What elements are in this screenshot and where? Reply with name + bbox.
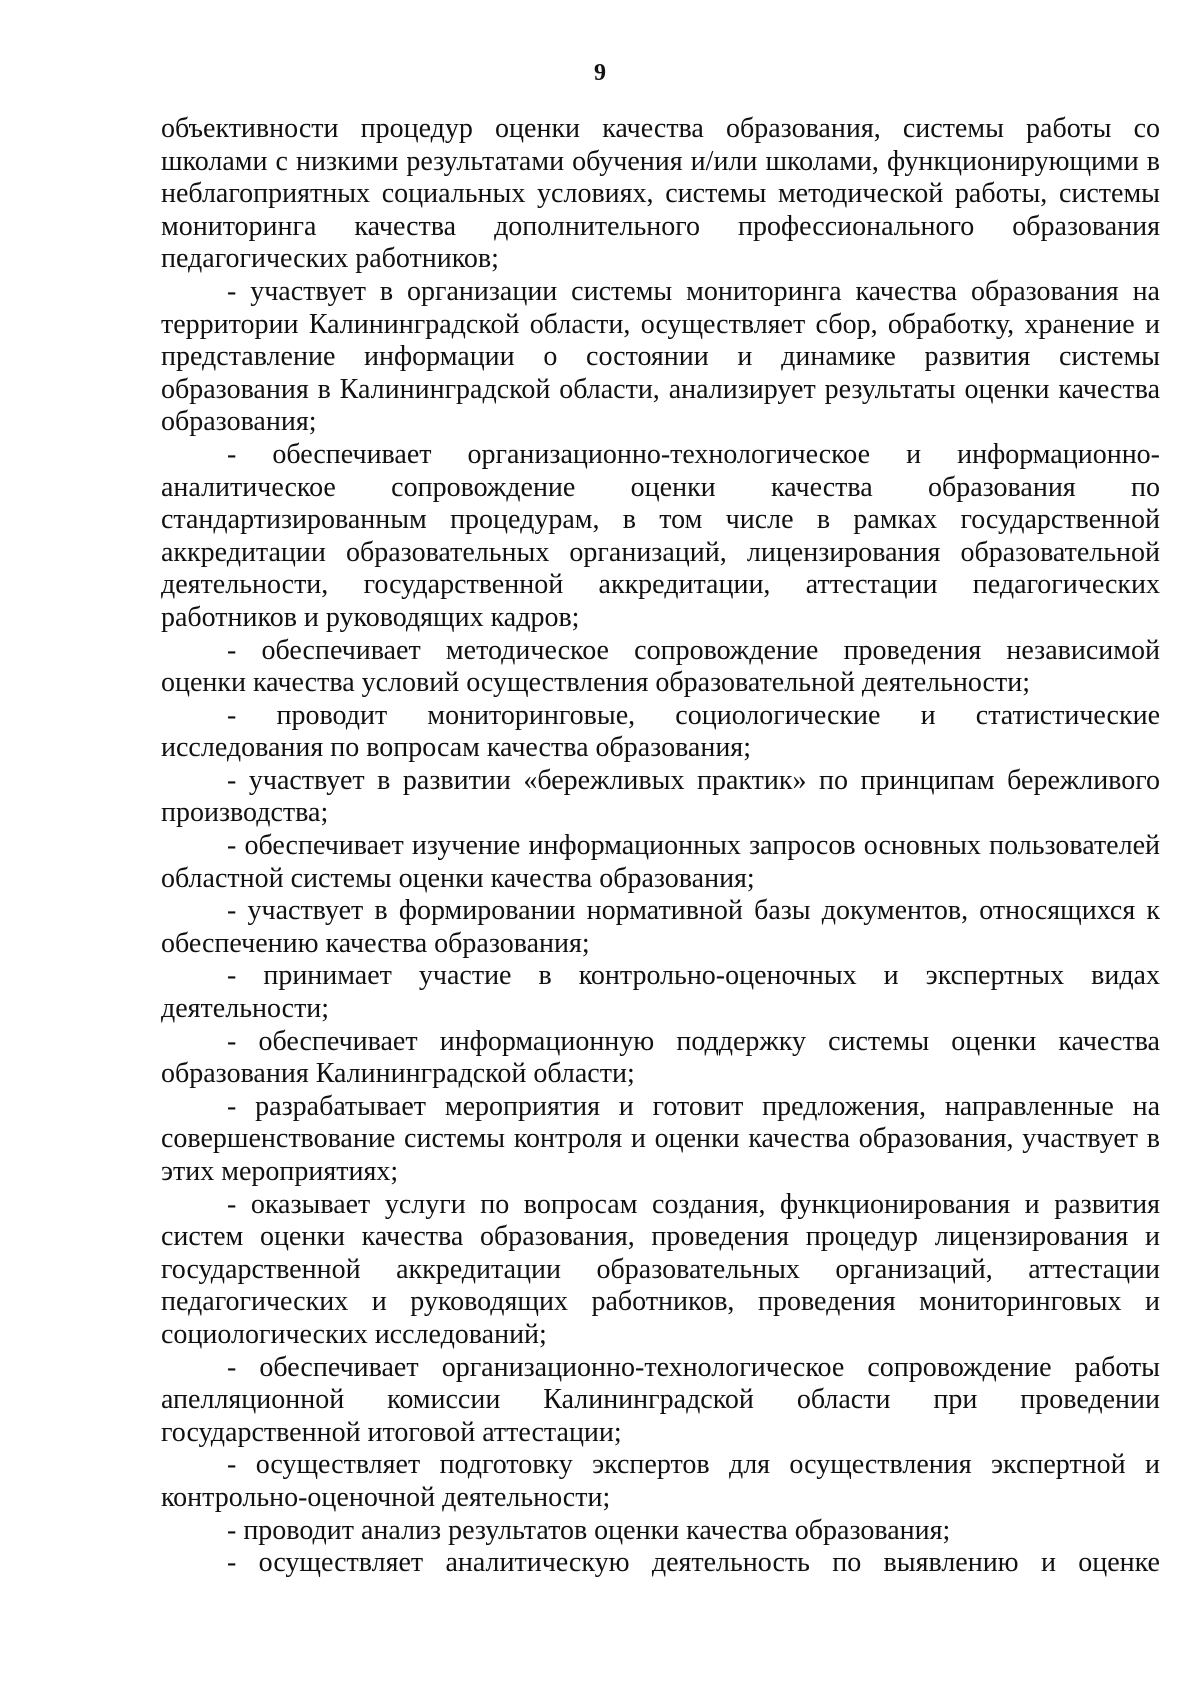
list-item: - осуществляет подготовку экспертов для осуществления экспертной и контрольно-оценочной деятельности;	[161, 1449, 1160, 1513]
list-item: - оказывает услуги по вопросам создания, функционирования и развития систем оценки качества образования, проведения процедур лицензирования и государственной аккредитации образовательных организаций, аттестации педагогических и руководящих работников, проведения мониторинговых и социологических исследований;	[161, 1188, 1160, 1350]
list-item: - обеспечивает изучение информационных запросов основных пользователей областной системы оценки качества образования;	[161, 830, 1160, 894]
list-item: - обеспечивает организационно-технологическое сопровождение работы апелляционной комиссии Калининградской области при проведении государственной итоговой аттестации;	[161, 1351, 1160, 1448]
list-item: - проводит анализ результатов оценки качества образования;	[227, 1514, 951, 1546]
document-body	[161, 113, 1160, 1580]
list-item: - участвует в формировании нормативной базы документов, относящихся к обеспечению качества образования;	[161, 895, 1160, 959]
list-item: - разрабатывает мероприятия и готовит предложения, направленные на совершенствование системы контроля и оценки качества образования, участвует в этих мероприятиях;	[161, 1090, 1160, 1187]
list-item: - принимает участие в контрольно-оценочных и экспертных видах деятельности;	[161, 960, 1160, 1025]
page-number: 9	[594, 60, 606, 86]
list-item: - обеспечивает методическое сопровождение проведения независимой оценки качества условий осуществления образовательной деятельности;	[161, 634, 1160, 699]
list-item: - участвует в развитии «бережливых практик» по принципам бережливого производства;	[161, 764, 1160, 829]
list-item: - осуществляет аналитическую деятельность по выявлению и оценке	[227, 1547, 1160, 1579]
list-item: - проводит мониторинговые, социологические и статистические исследования по вопросам качества образования;	[161, 699, 1160, 764]
list-item: - обеспечивает организационно-технологическое и информационно-аналитическое сопровождение оценки качества образования по стандартизированным процедурам, в том числе в рамках государственной аккредитации образовательных организаций, лицензирования образовательной деятельности, государственной аккредитации, аттестации педагогических работников и руководящих кадров;	[161, 438, 1160, 633]
paragraph-continuation: объективности процедур оценки качества образования, системы работы со школами с низкими результатами обучения и/или школами, функционирующими в неблагоприятных социальных условиях, системы методической работы, системы мониторинга качества дополнительного профессионального образования педагогических работников;	[161, 113, 1160, 275]
list-item: - участвует в организации системы мониторинга качества образования на территории Калининградской области, осуществляет сбор, обработку, хранение и представление информации о состоянии и динамике развития системы образования в Калининградской области, анализирует результаты оценки качества образования;	[161, 275, 1160, 438]
list-item: - обеспечивает информационную поддержку системы оценки качества образования Калининградской области;	[161, 1025, 1160, 1090]
